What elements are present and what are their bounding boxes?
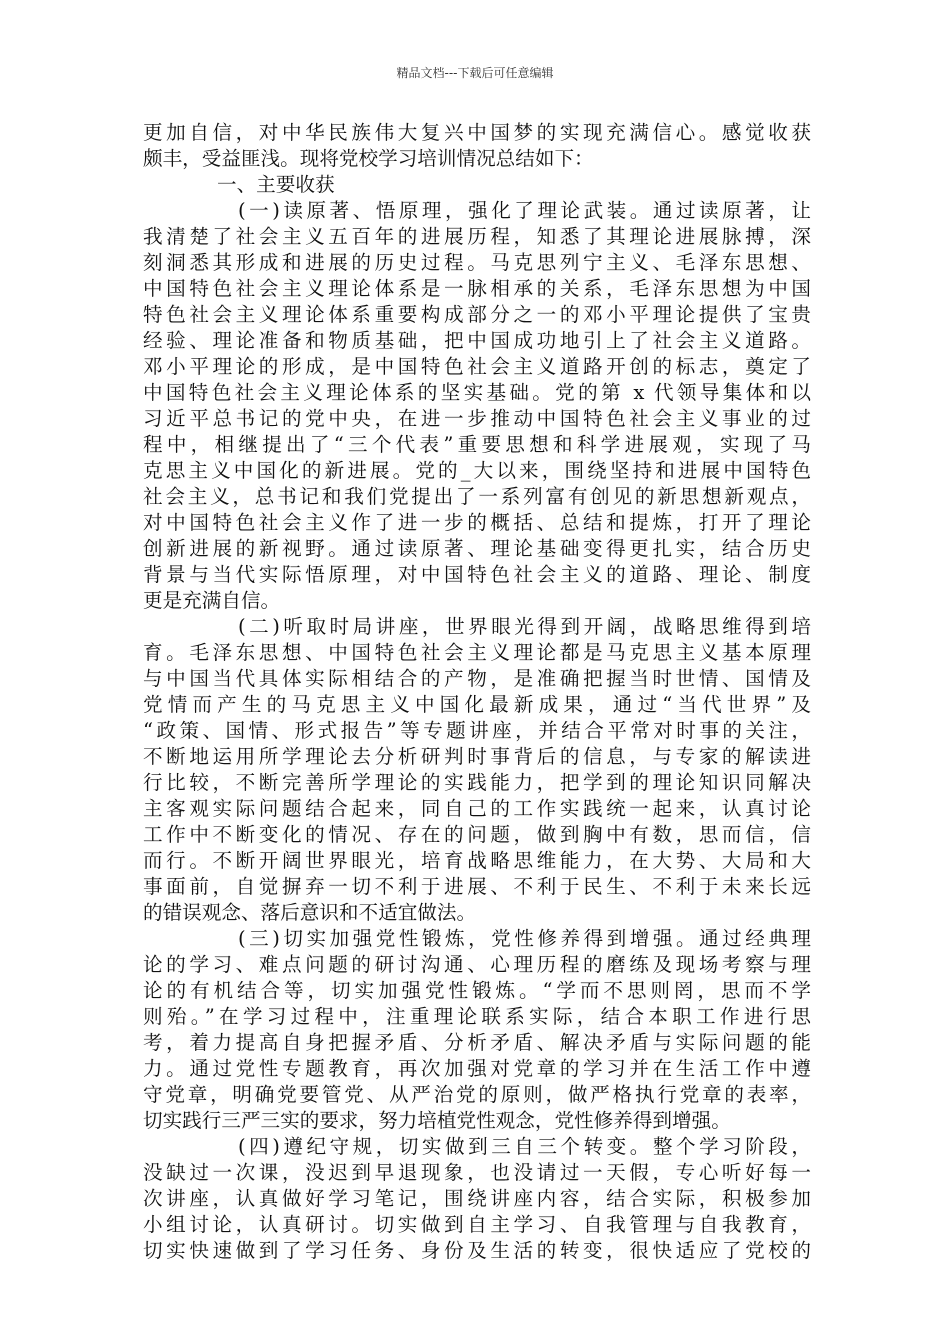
text-line: 事面前，自觉摒弃一切不利于进展、不利于民生、不利于未来长远: [143, 875, 811, 898]
text-line: 不断地运用所学理论去分析研判时事背后的信息，与专家的解读进: [143, 745, 811, 768]
paragraph-first-line: (一)读原著、悟原理，强化了理论武装。通过读原著，让: [238, 199, 811, 222]
text-line: 没缺过一次课，没迟到早退现象，也没请过一天假，专心听好每一: [143, 1161, 811, 1184]
text-line: 创新进展的新视野。通过读原著、理论基础变得更扎实，结合历史: [143, 537, 811, 560]
text-line: 力。通过党性专题教育，再次加强对党章的学习并在生活工作中遵: [143, 1057, 811, 1080]
text-line: 克思主义中国化的新进展。党的_大以来，围绕坚持和进展中国特色: [143, 459, 811, 482]
text-line: 育。毛泽东思想、中国特色社会主义理论都是马克思主义基本原理: [143, 641, 811, 664]
text-line: 考，着力提高自身把握矛盾、分析矛盾、解决矛盾与实际问题的能: [143, 1031, 811, 1054]
text-line: 的错误观念、落后意识和不适宜做法。: [143, 901, 477, 924]
text-line: 经验、理论准备和物质基础，把中国成功地引上了社会主义道路。: [143, 329, 811, 352]
text-line: 更加自信，对中华民族伟大复兴中国梦的实现充满信心。感觉收获: [143, 121, 811, 144]
text-line: 刻洞悉其形成和进展的历史过程。马克思列宁主义、毛泽东思想、: [143, 251, 811, 274]
text-line: 次讲座，认真做好学习笔记，围绕讲座内容，结合实际，积极参加: [143, 1187, 811, 1210]
paragraph-first-line: (三)切实加强党性锻炼，党性修养得到增强。通过经典理: [238, 927, 811, 950]
text-line: 与中国当代具体实际相结合的产物，是准确把握当时世情、国情及: [143, 667, 811, 690]
text-line: 工作中不断变化的情况、存在的问题，做到胸中有数，思而信，信: [143, 823, 811, 846]
text-line: 对中国特色社会主义作了进一步的概括、总结和提炼，打开了理论: [143, 511, 811, 534]
text-line: 邓小平理论的形成，是中国特色社会主义道路开创的标志，奠定了: [143, 355, 811, 378]
paragraph-first-line: (二)听取时局讲座，世界眼光得到开阔，战略思维得到培: [238, 615, 811, 638]
text-line: 背景与当代实际悟原理，对中国特色社会主义的道路、理论、制度: [143, 563, 811, 586]
text-line: 习近平总书记的党中央，在进一步推动中国特色社会主义事业的过: [143, 407, 811, 430]
text-line: 切实快速做到了学习任务、身份及生活的转变，很快适应了党校的: [143, 1239, 811, 1262]
text-line: 论的学习、难点问题的研讨沟通、心理历程的磨练及现场考察与理: [143, 953, 811, 976]
paragraph-first-line: (四)遵纪守规，切实做到三自三个转变。整个学习阶段，: [238, 1135, 811, 1158]
text-line: 切实践行三严三实的要求，努力培植党性观念，党性修养得到增强。: [143, 1109, 731, 1132]
text-line: 主客观实际问题结合起来，同自己的工作实践统一起来，认真讨论: [143, 797, 811, 820]
text-line: 特色社会主义理论体系重要构成部分之一的邓小平理论提供了宝贵: [143, 303, 811, 326]
text-line: 社会主义，总书记和我们党提出了一系列富有创见的新思想新观点，: [143, 485, 811, 508]
text-line: [143, 1264, 811, 1290]
text-line: 程中，相继提出了“三个代表”重要思想和科学进展观，实现了马: [143, 433, 811, 456]
text-line: 党情而产生的马克思主义中国化最新成果，通过“当代世界”及: [143, 693, 811, 716]
text-line: 则殆。”在学习过程中，注重理论联系实际，结合本职工作进行思: [143, 1005, 811, 1028]
page-header: 精品文档---下载后可任意编辑: [396, 66, 554, 80]
text-line: 小组讨论，认真研讨。切实做到自主学习、自我管理与自我教育，: [143, 1213, 811, 1236]
text-line: 中国特色社会主义理论体系是一脉相承的关系，毛泽东思想为中国: [143, 277, 811, 300]
text-line: 颇丰，受益匪浅。现将党校学习培训情况总结如下：: [143, 147, 594, 170]
text-line: 我清楚了社会主义五百年的进展历程，知悉了其理论进展脉搏，深: [143, 225, 811, 248]
text-line: 守党章，明确党要管党、从严治党的原则，做严格执行党章的表率，: [143, 1083, 811, 1106]
text-line: 行比较，不断完善所学理论的实践能力，把学到的理论知识同解决: [143, 771, 811, 794]
document-body: [143, 120, 811, 1290]
text-line: 更是充满自信。: [143, 589, 281, 612]
text-line: 中国特色社会主义理论体系的坚实基础。党的第 x 代领导集体和以: [143, 381, 811, 404]
section-heading: 一、主要收获: [217, 173, 335, 196]
text-line: 而行。不断开阔世界眼光，培育战略思维能力，在大势、大局和大: [143, 849, 811, 872]
text-line: “政策、国情、形式报告”等专题讲座，并结合平常对时事的关注，: [143, 719, 811, 742]
text-line: 论的有机结合等，切实加强党性锻炼。“学而不思则罔，思而不学: [143, 979, 811, 1002]
